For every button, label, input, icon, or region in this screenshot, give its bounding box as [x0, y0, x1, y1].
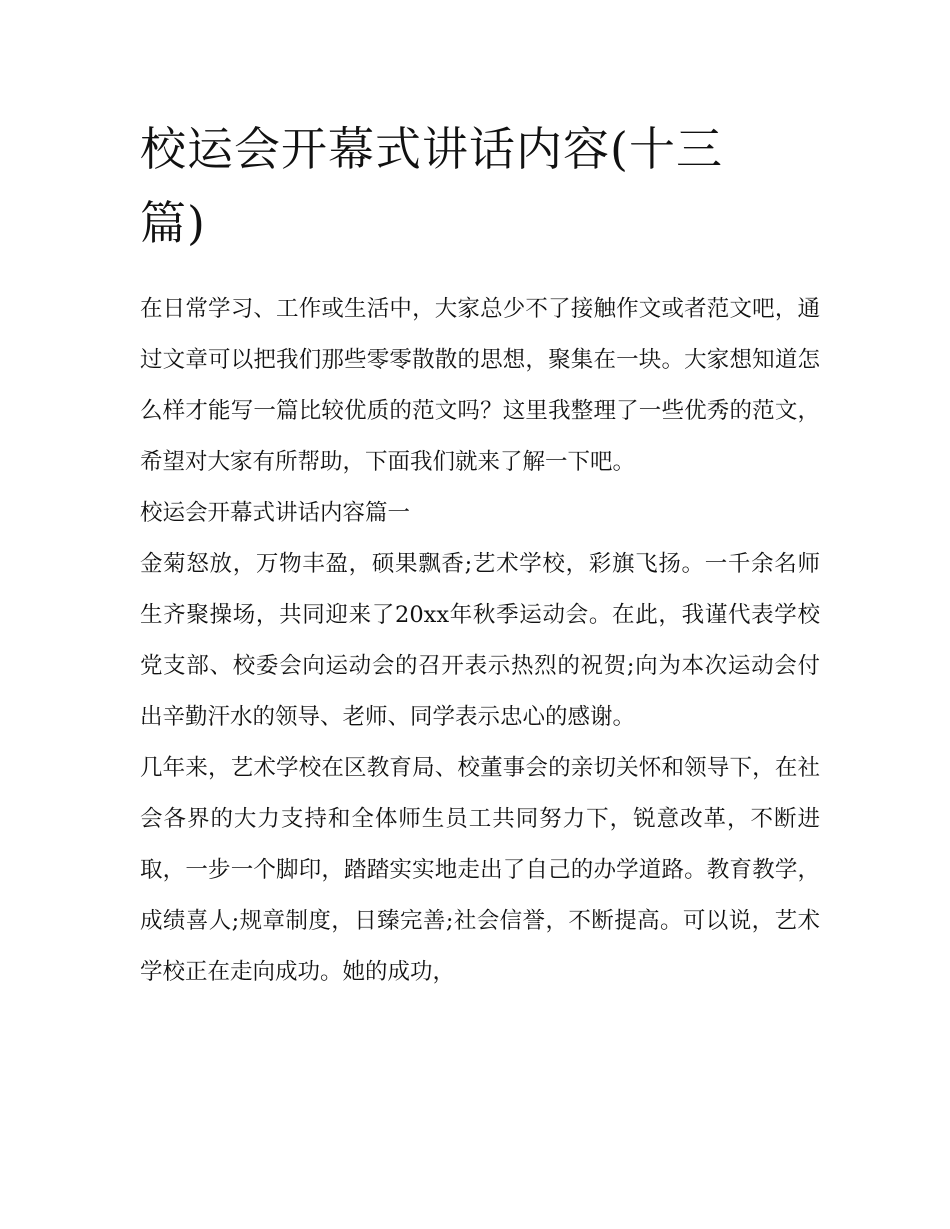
- intro-paragraph: 在日常学习、工作或生活中，大家总少不了接触作文或者范文吧，通过文章可以把我们那些零零散散的思想，聚集在一块。大家想知道怎么样才能写一篇比较优质的范文吗？这里我整理了一些优秀的范文，希望对大家有所帮助，下面我们就来了解一下吧。: [140, 296, 820, 475]
- document-content: [140, 112, 820, 998]
- body-paragraph-2: 几年来，艺术学校在区教育局、校董事会的亲切关怀和领导下，在社会各界的大力支持和全体师生员工共同努力下，锐意改革，不断进取，一步一个脚印，踏踏实实地走出了自己的办学道路。教育教学，成绩喜人;规章制度，日臻完善;社会信誉，不断提高。可以说，艺术学校正在走向成功。她的成功，: [140, 755, 820, 985]
- section-heading: 校运会开幕式讲话内容篇一: [140, 500, 411, 526]
- document-title: 校运会开幕式讲话内容(十三篇): [140, 122, 723, 250]
- body-paragraph-1: 金菊怒放，万物丰盈，硕果飘香;艺术学校，彩旗飞扬。一千余名师生齐聚操场，共同迎来了20xx年秋季运动会。在此，我谨代表学校党支部、校委会向运动会的召开表示热烈的祝贺;向为本次运动会付出辛勤汗水的领导、老师、同学表示忠心的感谢。: [140, 551, 820, 730]
